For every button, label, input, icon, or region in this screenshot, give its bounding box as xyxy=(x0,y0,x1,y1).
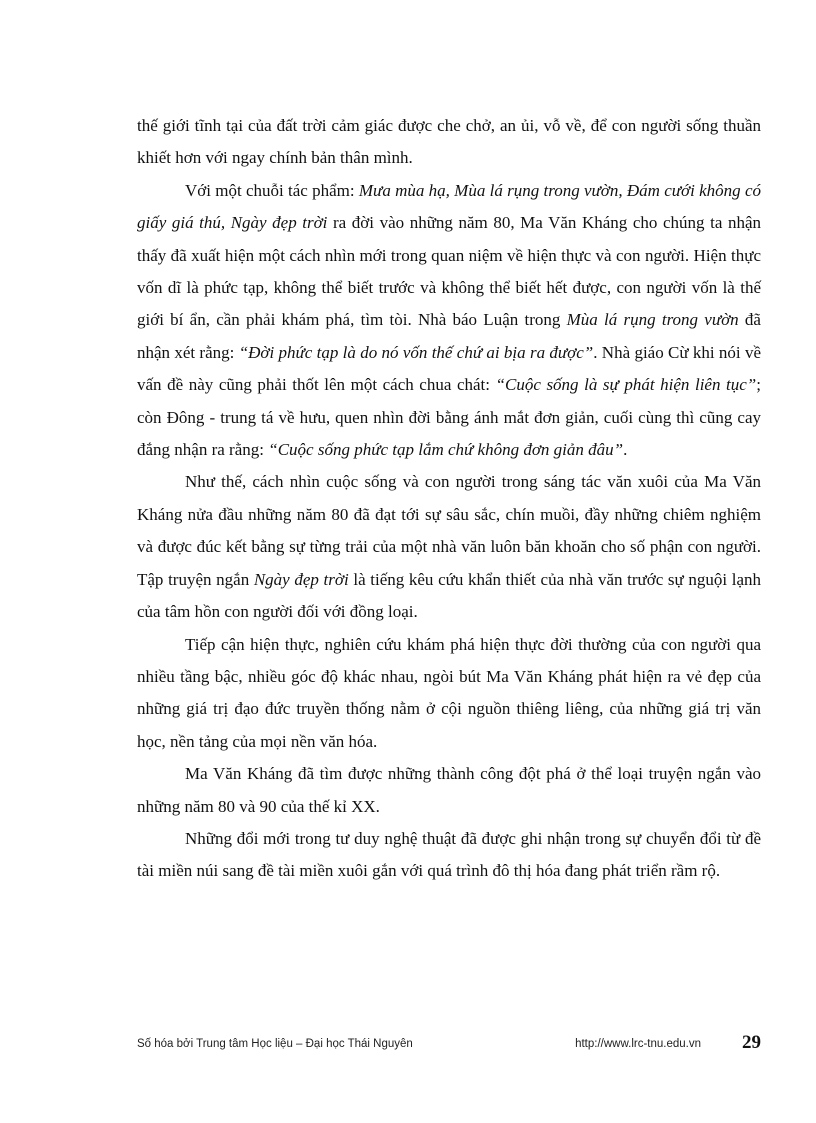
paragraph-4: Tiếp cận hiện thực, nghiên cứu khám phá hiện thực đời thường của con người qua nhiều tầng bậc, nhiều góc độ khác nhau, ngòi bút Ma Văn Kháng phát hiện ra vẻ đẹp của những giá trị đạo đức truyền thống nằm ở cội nguồn thiêng liêng, của những giá trị văn học, nền tảng của mọi nền văn hóa. xyxy=(137,634,761,751)
text-run: đã nhận xét rằng: xyxy=(137,310,761,362)
paragraph-6: Những đổi mới trong tư duy nghệ thuật đã được ghi nhận trong sự chuyển đổi từ đề tài miền núi sang đề tài miền xuôi gắn với quá trình đô thị hóa đang phát triển rầm rộ. xyxy=(137,828,761,881)
text-run: Như thế, cách nhìn cuộc sống và con người trong sáng tác văn xuôi của Ma Văn Kháng nửa đầu những năm 80 đã đạt tới sự sâu sắc, chín muồi, đầy những chiêm nghiệm và được đúc kết bằng sự từng trải của một nhà văn luôn băn khoăn cho số phận con người. Tập truyện ngắn xyxy=(137,472,761,589)
paragraph-5: Ma Văn Kháng đã tìm được những thành công đột phá ở thể loại truyện ngắn vào những năm 80 và 90 của thế kỉ XX. xyxy=(137,764,761,816)
italic-quote: “Đời phức tạp là do nó vốn thế chứ ai bịa ra được” xyxy=(238,342,594,362)
text-run: là tiếng kêu cứu khẩn thiết của nhà văn trước sự nguội lạnh của tâm hồn con người đối với đồng loại. xyxy=(137,569,762,622)
text-run: ; còn Đông - trung tá về hưu, quen nhìn đời bằng ánh mắt đơn giản, cuối cùng thì cũng cay đắng nhận ra rằng: xyxy=(137,375,761,460)
text-run: ra đời vào những năm 80, Ma Văn Kháng cho chúng ta nhận thấy đã xuất hiện một cách nhìn mới trong quan niệm về hiện thực và con người. Hiện thực vốn dĩ là phức tạp, không thể biết trước và không thể biết hết được, con người vốn là thế giới bí ẩn, cần phải khám phá, tìm tòi. Nhà báo Luận trong xyxy=(137,213,762,330)
page-footer xyxy=(137,1032,761,1056)
italic-work-title: Mùa lá rụng trong vườn xyxy=(566,310,739,330)
text-run: . xyxy=(623,440,628,460)
paragraph-3 xyxy=(137,466,761,628)
footer-credit: Số hóa bởi Trung tâm Học liệu – Đại học Thái Nguyên xyxy=(137,1038,413,1050)
italic-quote: “Cuộc sống phức tạp lắm chứ không đơn giản đâu” xyxy=(268,440,624,460)
footer-url: http://www.lrc-tnu.edu.vn xyxy=(575,1038,701,1050)
page-number: 29 xyxy=(742,1032,761,1053)
body-text xyxy=(137,110,761,888)
italic-work-titles: Mưa mùa hạ, Mùa lá rụng trong vườn, Đám cưới không có giấy giá thú, Ngày đẹp trời xyxy=(137,180,761,233)
text-run: Với một chuỗi tác phẩm: xyxy=(185,180,359,200)
italic-work-title: Ngày đẹp trời xyxy=(253,569,349,589)
paragraph-2 xyxy=(137,175,761,467)
text-run: . Nhà giáo Cừ khi nói về vấn đề này cũng phải thốt lên một cách chua chát: xyxy=(137,342,761,395)
italic-quote: “Cuộc sống là sự phát hiện liên tục” xyxy=(495,375,757,395)
paragraph-1: thế giới tĩnh tại của đất trời cảm giác được che chở, an ủi, vỗ về, để con người sống thuần khiết hơn với ngay chính bản thân mình. xyxy=(137,116,761,168)
